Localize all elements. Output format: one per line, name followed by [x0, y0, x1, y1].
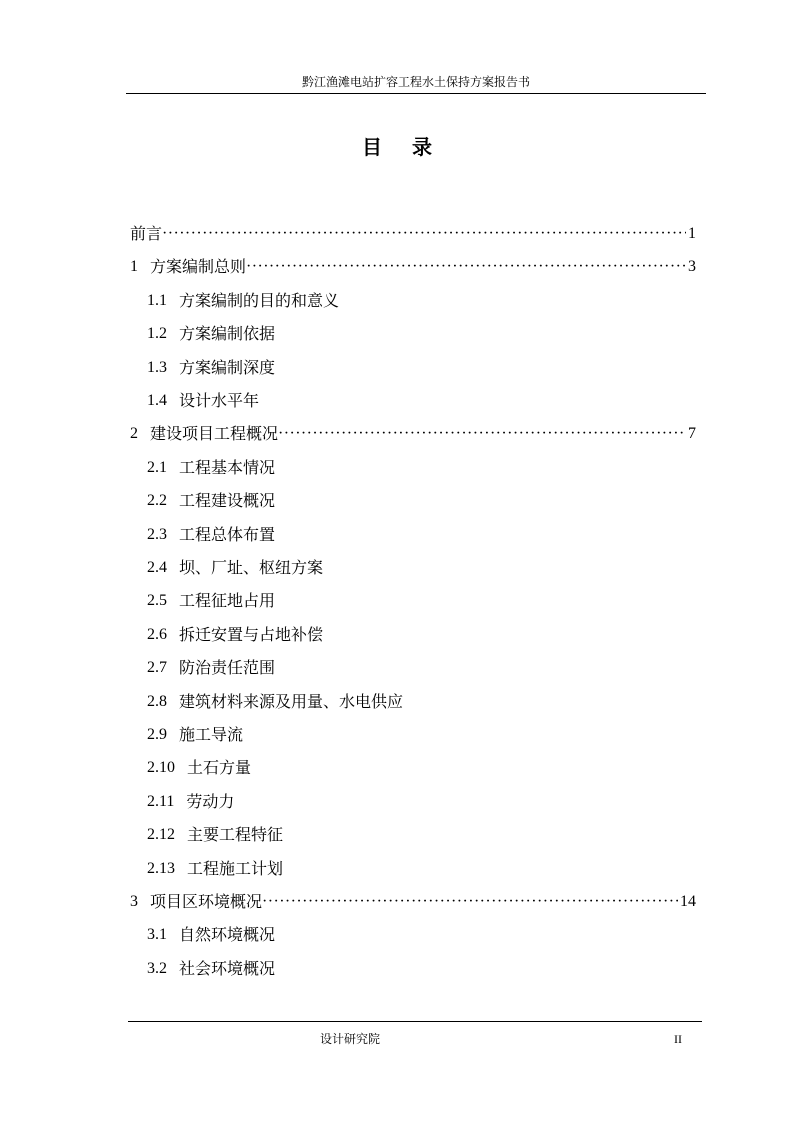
toc-entry-page: 1	[688, 225, 696, 242]
toc-entry-label: 工程基本情况	[179, 457, 276, 477]
toc-entry-label: 方案编制总则	[150, 257, 247, 277]
toc-entry-number: 2.8	[147, 692, 167, 710]
toc-entry[interactable]	[147, 955, 647, 983]
toc-entry[interactable]	[147, 654, 647, 682]
toc-dot-leader	[278, 420, 686, 448]
toc-entry-label: 设计水平年	[179, 391, 260, 410]
toc-dot-leader	[246, 253, 686, 281]
footer-rule	[128, 1021, 702, 1022]
toc-entry-number: 1.1	[147, 291, 167, 309]
toc-entry-label: 前言	[130, 224, 163, 243]
document-title: 目录	[362, 135, 462, 159]
toc-entry-number: 1.3	[147, 358, 167, 376]
toc-entry-number: 1	[130, 258, 138, 276]
toc-entry-label: 方案编制深度	[179, 357, 276, 377]
toc-entry[interactable]	[147, 721, 647, 749]
toc-entry-label: 自然环境概况	[179, 925, 276, 945]
toc-entry-label: 方案编制的目的和意义	[179, 290, 340, 310]
toc-entry[interactable]	[147, 320, 647, 348]
toc-entry[interactable]	[147, 921, 647, 949]
toc-entry-label: 土石方量	[187, 758, 252, 778]
toc-entry-label: 工程征地占用	[179, 591, 276, 611]
toc-entry-number: 2.6	[147, 625, 167, 643]
toc-entry-label: 主要工程特征	[187, 825, 284, 845]
footer-page-number: II	[674, 1032, 682, 1046]
toc-entry-label: 拆迁安置与占地补偿	[179, 624, 324, 644]
toc-entry-number: 2.1	[147, 458, 167, 476]
toc-entry-label: 工程建设概况	[179, 491, 276, 511]
toc-entry-number: 2.7	[147, 659, 167, 677]
toc-entry[interactable]	[147, 521, 647, 549]
toc-dot-leader	[162, 220, 686, 248]
header-rule	[126, 93, 706, 94]
toc-entry[interactable]	[147, 788, 647, 816]
toc-entry-number: 2.9	[147, 726, 167, 743]
toc-entry-number: 3	[130, 893, 138, 910]
toc-entry-page: 7	[688, 425, 696, 443]
footer-institute: 设计研究院	[319, 1032, 380, 1046]
toc-entry-label: 方案编制依据	[179, 324, 276, 344]
toc-entry[interactable]	[147, 821, 647, 849]
toc-entry[interactable]	[147, 621, 647, 649]
toc-entry[interactable]	[147, 688, 647, 716]
toc-entry[interactable]	[147, 487, 647, 515]
toc-entry-number: 2.4	[147, 559, 167, 576]
toc-entry-label: 建筑材料来源及用量、水电供应	[179, 691, 404, 711]
toc-entry[interactable]	[147, 454, 647, 482]
toc-entry-number: 2.3	[147, 525, 167, 543]
toc-entry-number: 2	[130, 425, 138, 443]
toc-entry-number: 2.5	[147, 592, 167, 610]
toc-entry[interactable]	[147, 287, 647, 315]
page-header-title: 黔江渔滩电站扩容工程水土保持方案报告书	[301, 75, 530, 89]
toc-entry-page: 3	[688, 258, 696, 276]
toc-entry-label: 劳动力	[186, 791, 235, 811]
toc-entry-label: 项目区环境概况	[150, 892, 263, 911]
toc-entry-label: 施工导流	[179, 725, 244, 744]
toc-entry-number: 2.11	[147, 792, 175, 810]
toc-entry-label: 工程总体布置	[179, 524, 276, 544]
toc-entry-number: 2.10	[147, 759, 175, 777]
toc-entry-label: 防治责任范围	[179, 658, 276, 678]
toc-entry-number: 3.1	[147, 926, 167, 944]
toc-entry[interactable]	[147, 354, 647, 382]
toc-entry[interactable]	[147, 587, 647, 615]
toc-entry-page: 14	[680, 893, 696, 910]
toc-entry[interactable]	[147, 754, 647, 782]
toc-entry[interactable]	[147, 387, 647, 415]
toc-entry-number: 3.2	[147, 959, 167, 977]
toc-entry[interactable]	[147, 855, 647, 883]
toc-entry-number: 1.2	[147, 325, 167, 343]
toc-entry-number: 2.12	[147, 826, 175, 844]
toc-entry-label: 工程施工计划	[187, 858, 284, 878]
toc-dot-leader	[262, 888, 678, 916]
toc-entry-label: 社会环境概况	[179, 958, 276, 978]
toc-entry-label: 坝、厂址、枢纽方案	[179, 558, 324, 577]
toc-entry[interactable]	[130, 888, 696, 916]
toc-entry[interactable]	[130, 220, 696, 248]
toc-entry-label: 建设项目工程概况	[150, 424, 279, 444]
toc-entry-number: 2.13	[147, 859, 175, 877]
toc-entry[interactable]	[147, 554, 647, 582]
toc-entry[interactable]	[130, 253, 696, 281]
toc-entry[interactable]	[130, 420, 696, 448]
toc-entry-number: 1.4	[147, 392, 167, 409]
toc-entry-number: 2.2	[147, 492, 167, 510]
